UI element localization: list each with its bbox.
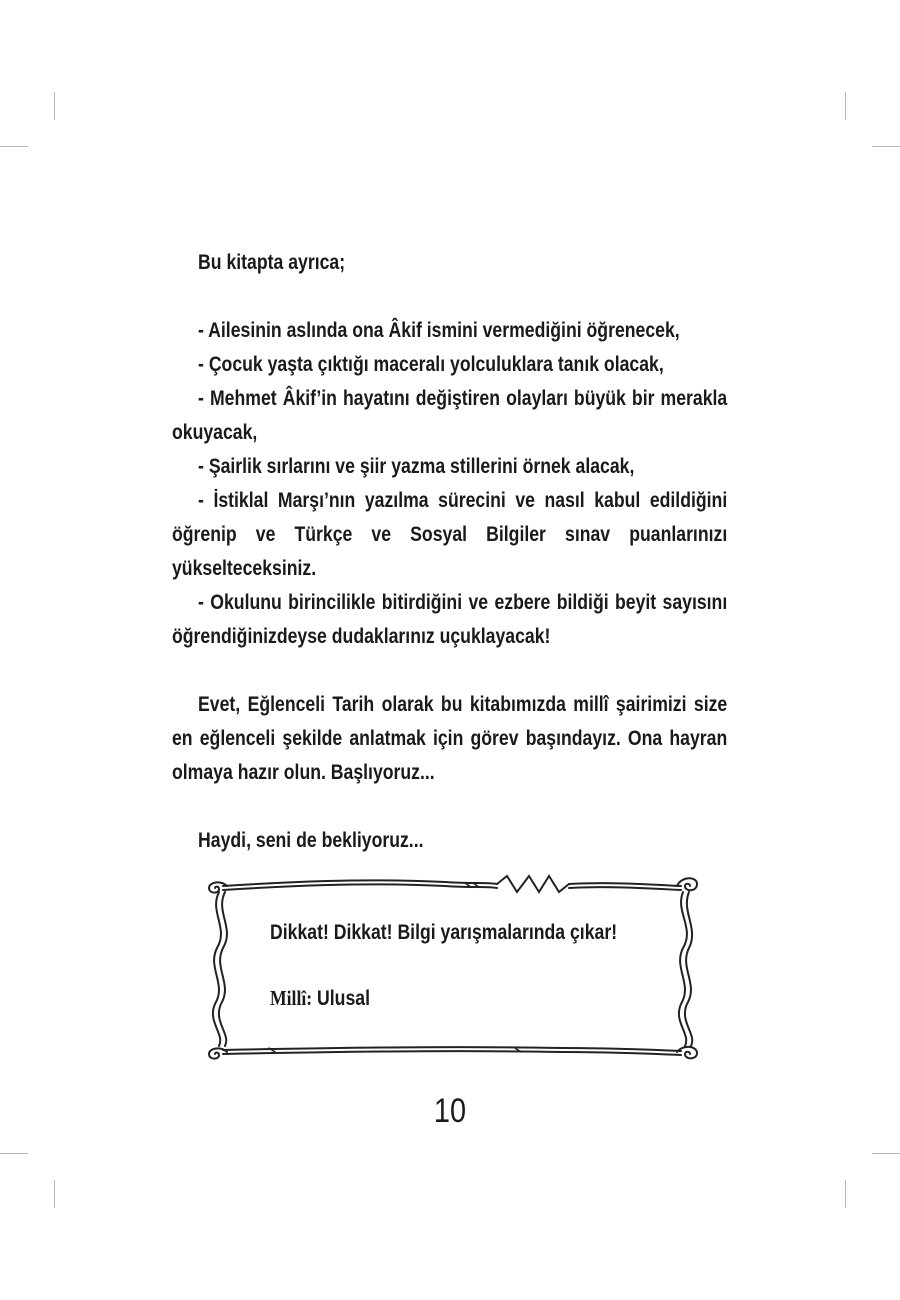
crop-mark (872, 1153, 900, 1154)
info-box-term: Millî: (270, 986, 313, 1010)
body-text (172, 246, 727, 858)
info-box-headline: Dikkat! Dikkat! Bilgi yarışmalarında çıkar! (270, 921, 618, 944)
crop-mark (54, 1180, 55, 1208)
crop-mark (0, 1153, 28, 1154)
list-item: - Şairlik sırlarını ve şiir yazma stillerini örnek alacak, (198, 455, 635, 478)
crop-mark (54, 92, 55, 120)
intro-line: Bu kitapta ayrıca; (198, 251, 346, 274)
info-box-definition: Ulusal (317, 987, 370, 1010)
list-item: - Okulunu birincilikle bitirdiğini ve ezbere bildiği beyit sayısını öğrendiğinizdeyse dudaklarınız uçuklayacak! (172, 591, 728, 648)
list-item: - Ailesinin aslında ona Âkif ismini vermediğini öğrenecek, (198, 319, 680, 342)
list-item: - İstiklal Marşı’nın yazılma sürecini ve nasıl kabul edildiğini öğrenip ve Türkçe ve Sosyal Bilgiler sınav puanlarınızı yükselteceksiniz. (172, 489, 728, 580)
list-item: - Mehmet Âkif’in hayatını değiştiren olayları büyük bir merakla okuyacak, (172, 387, 728, 444)
call-out-line: Haydi, seni de bekliyoruz... (198, 829, 424, 852)
page-number: 10 (433, 1092, 467, 1130)
list-item: - Çocuk yaşta çıktığı maceralı yolculuklara tanık olacak, (198, 353, 664, 376)
info-box-definition-row (270, 981, 617, 1016)
crop-mark (845, 92, 846, 120)
crop-mark (845, 1180, 846, 1208)
closing-paragraph: Evet, Eğlenceli Tarih olarak bu kitabımızda millî şairimizi size en eğlenceli şekilde anlatmak için görev başındayız. Ona hayran olmaya hazır olun. Başlıyoruz... (172, 693, 728, 784)
info-box-content (270, 916, 617, 1016)
crop-mark (872, 146, 900, 147)
crop-mark (0, 146, 28, 147)
